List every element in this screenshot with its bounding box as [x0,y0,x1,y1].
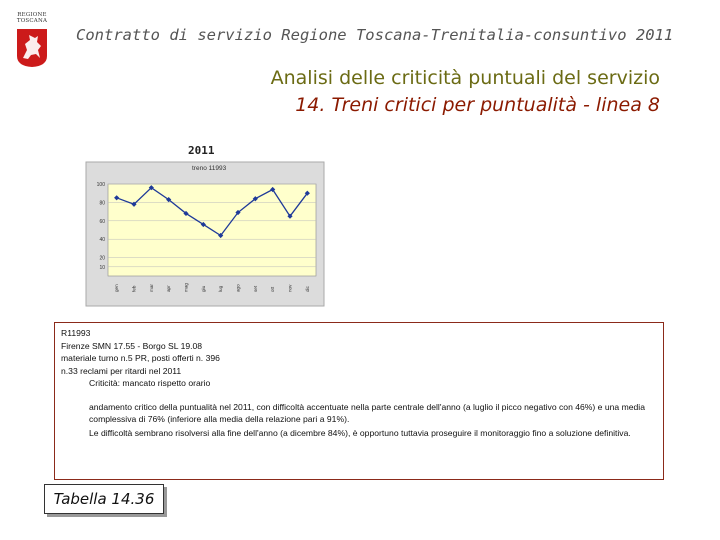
chart-title: 2011 [188,144,215,157]
info-para-1: andamento critico della puntualità nel 2011, con difficoltà accentuate nella parte centrale dell'anno (a luglio il picco negativo con 46%) e una media complessiva di 76% (inferiore alla media della relazione pari a 91%). [89,402,645,424]
x-tick-label: giu [200,285,206,292]
table-label: Tabella 14.36 [44,484,164,514]
logo-text [9,12,55,24]
x-tick-label: ott [270,286,276,292]
page-title: Analisi delle criticità puntuali del servizio [270,67,660,89]
x-tick-label: mar [148,284,154,292]
y-tick-label: 40 [99,237,105,244]
page-subtitle: 14. Treni critici per puntualità - linea 8 [295,94,660,116]
x-tick-label: apr [166,285,172,292]
x-tick-label: feb [131,285,137,292]
line-chart [84,160,328,308]
info-criticita: Criticità: mancato rispetto orario [89,378,211,388]
x-tick-label: lug [218,285,224,292]
logo-line2: TOSCANA [16,18,48,24]
x-tick-label: nov [287,284,293,292]
info-line-train: R11993 [61,328,91,338]
x-tick-label: mag [183,283,189,292]
info-lines [61,327,220,390]
y-tick-label: 20 [99,255,105,262]
info-line-complaints: n.33 reclami per ritardi nel 2011 [61,365,182,376]
y-tick-label: 80 [99,200,105,207]
x-tick-label: ago [235,284,241,292]
regione-toscana-logo [9,12,55,72]
logo-line1: REGIONE [17,12,47,18]
y-tick-label: 60 [99,218,105,225]
chart-series-label: treno 11993 [192,165,227,172]
pegasus-shield-icon [16,28,48,68]
info-box [54,322,664,480]
x-tick-label: set [252,285,258,292]
y-tick-label: 10 [99,264,105,271]
x-tick-label: dic [304,286,310,292]
info-para-2: Le difficoltà sembrano risolversi alla fine dell'anno (a dicembre 84%), è opportuno tuttavia proseguire il monitoraggio fino a soluzione definitiva. [89,428,631,438]
y-tick-label: 100 [96,182,105,188]
info-line-route: Firenze SMN 17.55 - Borgo SL 19.08 [61,340,203,351]
header-text: Contratto di servizio Regione Toscana-Trenitalia-consuntivo 2011 [76,26,674,44]
x-tick-label: gen [114,284,120,292]
info-line-material: materiale turno n.5 PR, posti offerti n. 396 [61,353,220,363]
